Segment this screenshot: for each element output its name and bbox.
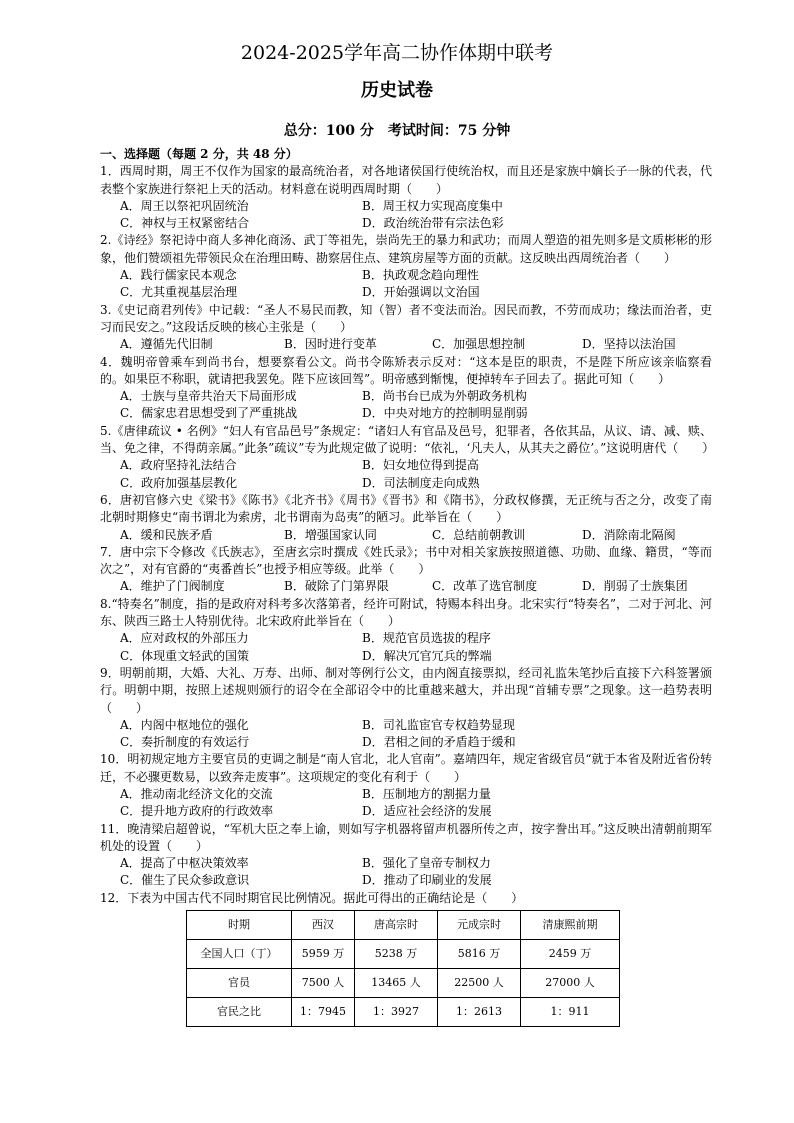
question-block bbox=[100, 423, 715, 492]
question-stem: 9．明朝前期，大婚、大礼、万寿、出师、制对等例行公文，由内阁直接票拟，经司礼监朱笔抄后直接下六科签署颁行。明朝中期，按照上述规则颁行的诏令在全部诏令中的比重越来越大，并出现“首辅专票”之现象。这一趋势表明（ ） bbox=[100, 665, 712, 715]
question-block bbox=[100, 821, 712, 890]
answer-option: D．坚持以法治国 bbox=[582, 337, 676, 352]
table-cell: 13465 人 bbox=[355, 969, 438, 998]
answer-option: C．改革了选官制度 bbox=[432, 579, 538, 594]
question-block bbox=[100, 492, 712, 544]
table-row bbox=[187, 940, 620, 969]
option-group bbox=[100, 855, 712, 890]
answer-option: D．君相之间的矛盾趋于缓和 bbox=[362, 735, 516, 750]
exam-content bbox=[100, 146, 715, 1027]
table-row bbox=[187, 969, 620, 998]
table-header-row bbox=[187, 911, 620, 940]
question-stem: 3.《史记商君列传》中记载：“圣人不易民而教，知（智）者不变法而治。因民而教，不劳而成功；缘法而治者，吏习而民安之。”这段话反映的核心主张是（ ） bbox=[100, 302, 712, 334]
question-block bbox=[100, 354, 712, 423]
answer-option: A．士族与皇帝共治天下局面形成 bbox=[120, 389, 297, 404]
table-header-cell: 唐高宗时 bbox=[355, 911, 438, 940]
subject-title: 历史试卷 bbox=[361, 80, 433, 101]
question-block bbox=[100, 544, 712, 596]
table-cell: 1：3927 bbox=[355, 998, 438, 1027]
question-stem: 6．唐初官修六史《梁书》《陈书》《北齐书》《周书》《晋书》和《隋书》，分政权修撰，无正统与否之分，改变了南北朝时期修史“南书谓北为索虏，北书谓南为岛夷”的陋习。此举旨在（ ） bbox=[100, 492, 712, 525]
table-cell: 2459 万 bbox=[521, 940, 620, 969]
table-cell: 1：2613 bbox=[438, 998, 521, 1027]
option-group bbox=[100, 388, 712, 423]
table-cell: 官员 bbox=[187, 969, 292, 998]
question-stem: 7．唐中宗下令修改《氏族志》，至唐玄宗时撰成《姓氏录》；书中对相关家族按照道德、功勋、血缘、籍贯，“等而次之”，对有官爵的“夷番酋长”也授予相应等级。此举（ ） bbox=[100, 544, 712, 577]
answer-option: D．削弱了士族集团 bbox=[582, 579, 688, 594]
question-block bbox=[100, 163, 712, 232]
question-stem: 11．晚清梁启超曾说，“军机大臣之奉上谕，则如写字机器将留声机器所传之声，按字誊出耳。”这反映出清朝前期军机处的设置（ ） bbox=[100, 821, 712, 853]
score-info: 总分：100 分 考试时间：75 分钟 bbox=[283, 123, 511, 139]
option-group bbox=[100, 267, 712, 302]
answer-option: C．政府加强基层教化 bbox=[120, 475, 238, 490]
question-stem: 5.《唐律疏议 • 名例》“妇人有官品邑号”条规定：“诸妇人有官品及邑号，犯罪者，各依其品，从议、请、减、赎、当、免之律，不得荫亲属。”此条”疏议”专为此规定做了说明：“依礼，‘凡夫人，从其夫之爵位’。”这说明唐代（ ） bbox=[100, 423, 715, 456]
answer-option: D．开始强调以文治国 bbox=[362, 285, 480, 300]
answer-option: A．推动南北经济文化的交流 bbox=[120, 786, 273, 801]
answer-option: A．维护了门阀制度 bbox=[120, 579, 225, 594]
question-list bbox=[100, 163, 715, 907]
option-group bbox=[100, 198, 712, 233]
answer-option: B．破除了门第界限 bbox=[284, 579, 389, 594]
option-group bbox=[100, 578, 712, 595]
option-group bbox=[100, 717, 712, 752]
table-cell: 1：7945 bbox=[292, 998, 355, 1027]
question-block bbox=[100, 232, 712, 301]
answer-option: C．总结前朝教训 bbox=[432, 527, 526, 542]
table-cell: 官民之比 bbox=[187, 998, 292, 1027]
answer-option: B．执政观念趋向理性 bbox=[362, 268, 479, 283]
answer-option: B．增强国家认同 bbox=[284, 527, 377, 542]
option-group bbox=[100, 527, 712, 544]
table-cell: 5816 万 bbox=[438, 940, 521, 969]
question-stem: 4．魏明帝曾乘车到尚书台，想要察看公文。尚书令陈矫表示反对：“这本是臣的职责，不是陛下所应该亲临察看的。如果臣不称职，就请把我罢免。陛下应该回驾”。明帝感到惭愧，便掉转车子回去了。据此可知（ ） bbox=[100, 354, 712, 386]
answer-option: A．周王以祭祀巩固统治 bbox=[120, 198, 249, 213]
question-stem: 2.《诗经》祭祀诗中商人多神化商汤、武丁等祖先，崇尚先王的暴力和武功；而周人塑造的祖先则多是文质彬彬的形象，他们赞颂祖先带领民众在治理田畴、勘察居住点、建筑房屋等方面的贡献。这反映出西周统治者（ ） bbox=[100, 233, 712, 265]
answer-option: C．奏折制度的有效运行 bbox=[120, 735, 250, 750]
answer-option: C．尤其重视基层治理 bbox=[120, 285, 238, 300]
question-block bbox=[100, 665, 712, 751]
answer-option: B．司礼监宦官专权趋势显现 bbox=[362, 717, 515, 732]
table-header-cell: 西汉 bbox=[292, 911, 355, 940]
table-row bbox=[187, 998, 620, 1027]
answer-option: B．尚书台已成为外朝政务机构 bbox=[362, 389, 527, 404]
answer-option: C．体现重文轻武的国策 bbox=[120, 648, 250, 663]
question-block bbox=[100, 890, 712, 907]
answer-option: A．内阁中枢地位的强化 bbox=[120, 717, 249, 732]
table-header-cell: 时期 bbox=[187, 911, 292, 940]
answer-option: C．神权与王权紧密结合 bbox=[120, 216, 250, 231]
answer-option: A．遵循先代旧制 bbox=[120, 337, 213, 352]
option-group bbox=[100, 786, 712, 821]
table-cell: 1：911 bbox=[521, 998, 620, 1027]
option-group bbox=[100, 457, 712, 492]
table-header-cell: 清康熙前期 bbox=[521, 911, 620, 940]
table-cell: 27000 人 bbox=[521, 969, 620, 998]
answer-option: B．周王权力实现高度集中 bbox=[362, 198, 503, 213]
table-cell: 22500 人 bbox=[438, 969, 521, 998]
question-block bbox=[100, 302, 712, 354]
question-stem: 10．明初规定地方主要官员的吏调之制是“南人官北，北人官南”。嘉靖四年，规定省级官员“就于本省及附近省份转迁，不必骤更数易，以致奔走废事”。这项规定的变化有利于（ ） bbox=[100, 752, 712, 784]
question-stem: 8.“特奏名”制度，指的是政府对科考多次落第者，经许可附试，特赐本科出身。北宋实行“特奏名”，二对于河北、河东、陕西三路士人特别优待。北宋政府此举旨在（ ） bbox=[100, 596, 712, 629]
answer-option: D．消除南北隔阂 bbox=[582, 527, 676, 542]
answer-option: A．缓和民族矛盾 bbox=[120, 527, 213, 542]
option-group bbox=[100, 630, 712, 665]
question-stem: 1．西周时期，周王不仅作为国家的最高统治者，对各地诸侯国行使统治权，而且还是家族中嫡长子一脉的代表，代表整个家族进行祭祀上天的活动。材料意在说明西周时期（ ） bbox=[100, 164, 712, 196]
answer-option: B．规范官员选拔的程序 bbox=[362, 631, 491, 646]
answer-option: A．践行儒家民本观念 bbox=[120, 268, 237, 283]
section-heading: 一、选择题（每题 2 分，共 48 分） bbox=[100, 147, 298, 161]
question-stem: 12．下表为中国古代不同时期官民比例情况。据此可得出的正确结论是（ ） bbox=[100, 890, 524, 905]
answer-option: C．加强思想控制 bbox=[432, 337, 526, 352]
answer-option: D．中央对地方的控制明显削弱 bbox=[362, 406, 528, 421]
answer-option: B．妇女地位得到提高 bbox=[362, 458, 479, 473]
answer-option: B．因时进行变革 bbox=[284, 337, 377, 352]
table-cell: 5959 万 bbox=[292, 940, 355, 969]
table-cell: 全国人口（丁） bbox=[187, 940, 292, 969]
answer-option: D．司法制度走向成熟 bbox=[362, 475, 480, 490]
question-block bbox=[100, 751, 712, 820]
exam-title: 2024-2025学年高二协作体期中联考 bbox=[240, 42, 554, 64]
question-block bbox=[100, 596, 712, 665]
answer-option: D．政治统治带有宗法色彩 bbox=[362, 216, 504, 231]
answer-option: B．压制地方的割据力量 bbox=[362, 786, 491, 801]
table-cell: 5238 万 bbox=[355, 940, 438, 969]
answer-option: C．提升地方政府的行政效率 bbox=[120, 804, 274, 819]
answer-option: C．催生了民众参政意识 bbox=[120, 873, 250, 888]
table-cell: 7500 人 bbox=[292, 969, 355, 998]
answer-option: A．应对政权的外部压力 bbox=[120, 631, 249, 646]
answer-option: A．提高了中枢决策效率 bbox=[120, 856, 249, 871]
data-table bbox=[186, 910, 620, 1027]
answer-option: B．强化了皇帝专制权力 bbox=[362, 856, 491, 871]
answer-option: C．儒家忠君思想受到了严重挑战 bbox=[120, 406, 298, 421]
answer-option: D．适应社会经济的发展 bbox=[362, 804, 492, 819]
option-group bbox=[100, 336, 712, 353]
answer-option: D．推动了印刷业的发展 bbox=[362, 873, 492, 888]
answer-option: A．政府坚持礼法结合 bbox=[120, 458, 237, 473]
table-header-cell: 元成宗时 bbox=[438, 911, 521, 940]
answer-option: D．解决冗官冗兵的弊端 bbox=[362, 648, 492, 663]
